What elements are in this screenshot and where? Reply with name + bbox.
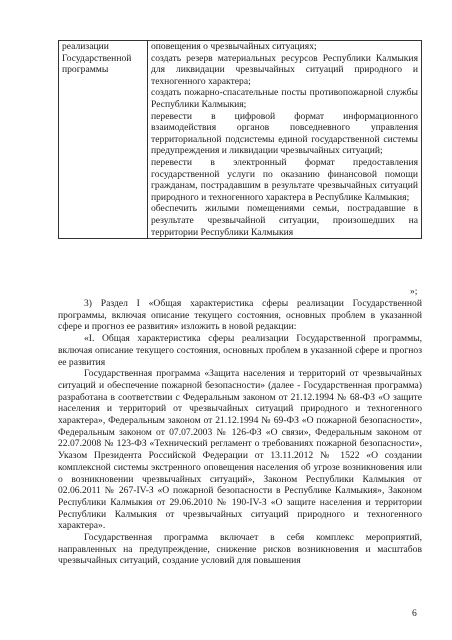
table-item: оповещения о чрезвычайных ситуациях; (151, 41, 317, 52)
page-number: 6 (412, 608, 417, 619)
left-cell-line: реализации (62, 41, 109, 52)
table-left-cell (59, 41, 148, 239)
closing-quote-mark: »; (410, 286, 418, 297)
table-item: создать резерв материальных ресурсов Республики Калмыкия для ликвидации чрезвычайных ситуаций природного и техногенного характера; (151, 52, 418, 87)
paragraph: Государственная программа включает в себя комплекс мероприятий, направленных на предупреждение, снижение рисков возникновения и масштабов чрезвычайных ситуаций, создание условий для повышения (58, 532, 422, 567)
program-goals-table (58, 40, 422, 239)
table-item: перевести в цифровой формат информационного взаимодействия органов повседневного управления территориальной подсистемы единой государственной системы предупреждения и ликвидации чрезвычайных ситуаций; (151, 110, 418, 157)
left-cell-line: Государственной (62, 52, 132, 64)
paragraph: «I. Общая характеристика сферы реализации Государственной программы, включая описание текущего состояния, основных проблем в указанной сфере и прогноз ее развития (58, 333, 422, 368)
left-cell-line: программы (62, 64, 109, 76)
table-item: перевести в электронный формат предоставления государственной услуги по оказанию финансовой помощи гражданам, пострадавшим в результате чрезвычайных ситуаций природного и техногенного характера в Республике Калмыкия; (151, 156, 418, 203)
table-right-cell (148, 41, 422, 239)
table-item: обеспечить жилыми помещениями семьи, пострадавшие в результате чрезвычайной ситуации, произошедших на территории Республики Калмыкия (151, 203, 418, 238)
paragraph: Государственная программа «Защита населения и территорий от чрезвычайных ситуаций и обеспечение пожарной безопасности» (далее - Государственная программа) разработана в соответствии с Федеральным законом от 21.12.1994 № 68-ФЗ «О защите населения и территорий от чрезвычайных ситуаций природного и техногенного характера», Федеральным законом от 21.12.1994 № 69-ФЗ «О пожарной безопасности», Федеральным законом от 07.07.2003 № 126-ФЗ «О связи», Федеральным законом от 22.07.2008 № 123-ФЗ «Технический регламент о требованиях пожарной безопасности», Указом Президента Российской Федерации от 13.11.2012 № 1522 «О создании комплексной системы экстренного оповещения населения об угрозе возникновения или о возникновении чрезвычайных ситуаций», Законом Республики Калмыкия от 02.06.2011 № 267-IV-З «О пожарной безопасности в Республике Калмыкия», Законом Республики Калмыкия от 29.06.2010 № 190-IV-З «О защите населения и территории Республики Калмыкия от чрезвычайных ситуаций природного и техногенного характера». (58, 368, 422, 532)
paragraph: 3) Раздел I «Общая характеристика сферы реализации Государственной программы, включая описание текущего состояния, основных проблем в указанной сфере и прогноз ее развития» изложить в новой редакции: (58, 298, 422, 333)
table-item: создать пожарно-спасательные посты противопожарной службы Республики Калмыкия; (151, 87, 418, 110)
table-row (59, 41, 422, 239)
document-body (58, 298, 422, 567)
